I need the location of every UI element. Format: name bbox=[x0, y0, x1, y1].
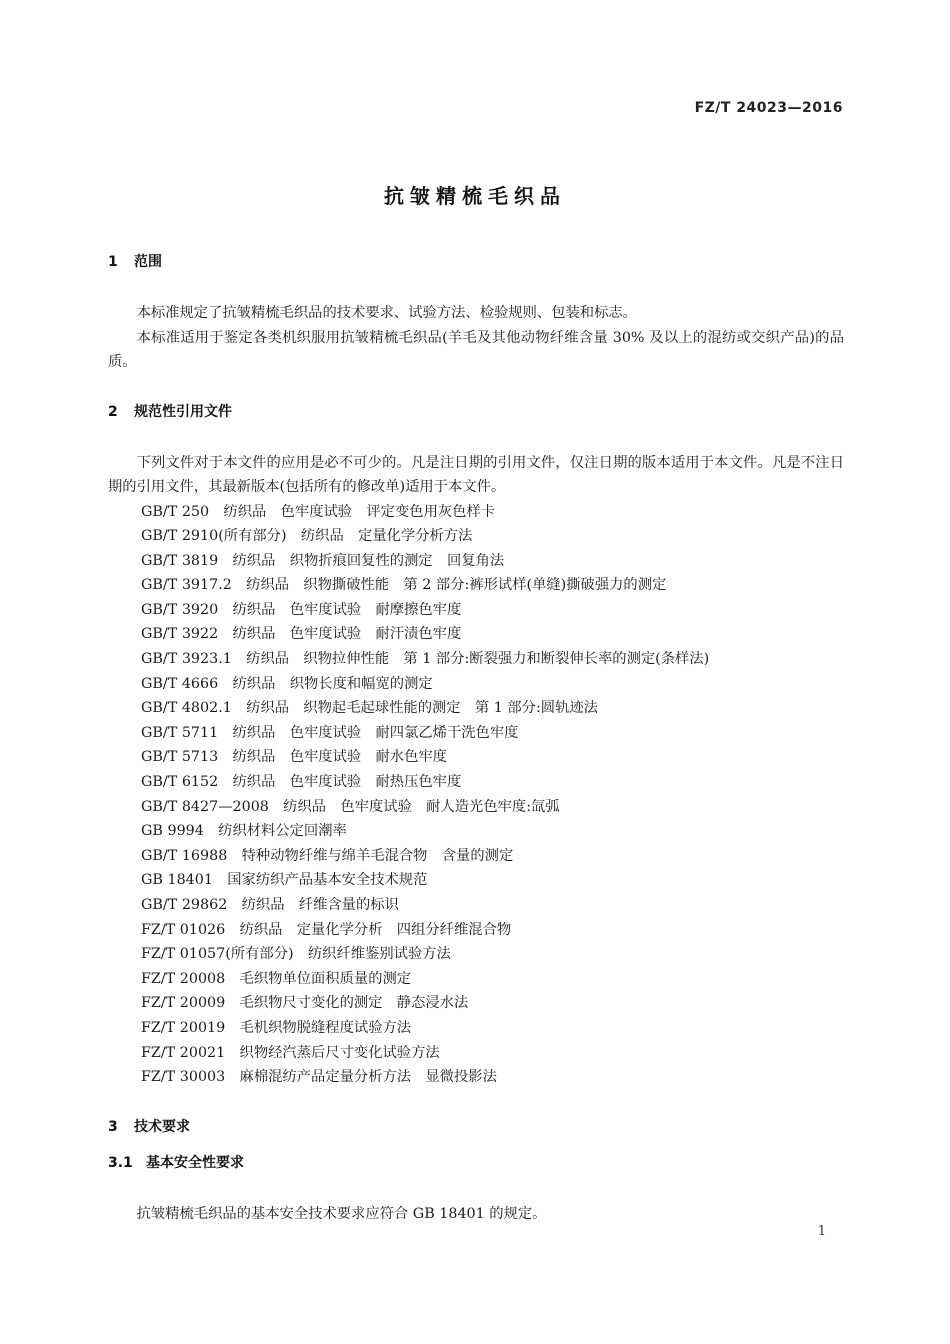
section-number: 1 bbox=[108, 254, 118, 270]
section-scope-heading bbox=[108, 251, 844, 273]
reference-item: GB/T 2910(所有部分) 纺织品 定量化学分析方法 bbox=[141, 528, 473, 545]
standard-code: FZ/T 24023—2016 bbox=[694, 100, 843, 116]
section-number: 3 bbox=[108, 1118, 118, 1135]
reference-item: GB/T 3920 纺织品 色牢度试验 耐摩擦色牢度 bbox=[141, 601, 462, 618]
reference-item: FZ/T 01057(所有部分) 纺织纤维鉴别试验方法 bbox=[141, 946, 451, 963]
reference-item: GB/T 16988 特种动物纤维与绵羊毛混合物 含量的测定 bbox=[141, 847, 514, 864]
scope-paragraph: 本标准适用于鉴定各类机织服用抗皱精梳毛织品(羊毛及其他动物纤维含量 30% 及以上的混纺或交织产品)的品质。 bbox=[108, 329, 844, 370]
references-intro: 下列文件对于本文件的应用是必不可少的。凡是注日期的引用文件，仅注日期的版本适用于本文件。凡是不注日期的引用文件，其最新版本(包括所有的修改单)适用于本文件。 bbox=[108, 454, 844, 495]
safety-requirement-paragraph: 抗皱精梳毛织品的基本安全技术要求应符合 GB 18401 的规定。 bbox=[136, 1205, 547, 1222]
reference-item: FZ/T 30003 麻棉混纺产品定量分析方法 显微投影法 bbox=[141, 1069, 497, 1086]
document-body bbox=[108, 251, 844, 1226]
scope-paragraph: 本标准规定了抗皱精梳毛织品的技术要求、试验方法、检验规则、包装和标志。 bbox=[136, 305, 637, 321]
section-title: 范围 bbox=[134, 254, 162, 270]
document-title: 抗皱精梳毛织品 bbox=[384, 184, 566, 208]
reference-item: FZ/T 20019 毛机织物脱缝程度试验方法 bbox=[141, 1019, 412, 1036]
reference-item: GB/T 29862 纺织品 纤维含量的标识 bbox=[141, 897, 399, 913]
reference-item: FZ/T 20009 毛织物尺寸变化的测定 静态浸水法 bbox=[141, 995, 469, 1012]
reference-item: GB/T 250 纺织品 色牢度试验 评定变色用灰色样卡 bbox=[141, 503, 496, 520]
subsection-safety-heading bbox=[108, 1152, 844, 1174]
subsection-title: 基本安全性要求 bbox=[146, 1154, 244, 1171]
section-technical-requirements-heading bbox=[108, 1116, 844, 1138]
reference-item: FZ/T 01026 纺织品 定量化学分析 四组分纤维混合物 bbox=[141, 921, 512, 938]
reference-item: GB/T 3922 纺织品 色牢度试验 耐汗渍色牢度 bbox=[141, 626, 462, 643]
reference-item: GB/T 3917.2 纺织品 织物撕破性能 第 2 部分:裤形试样(单缝)撕破强力的测定 bbox=[141, 577, 667, 594]
reference-item: GB/T 8427—2008 纺织品 色牢度试验 耐人造光色牢度:氙弧 bbox=[141, 798, 560, 815]
reference-item: FZ/T 20021 织物经汽蒸后尺寸变化试验方法 bbox=[141, 1044, 440, 1061]
reference-item: GB 9994 纺织材料公定回潮率 bbox=[141, 823, 347, 840]
section-title: 技术要求 bbox=[134, 1118, 190, 1135]
reference-item: FZ/T 20008 毛织物单位面积质量的测定 bbox=[141, 970, 412, 987]
page-number: 1 bbox=[817, 1224, 826, 1239]
reference-item: GB/T 5713 纺织品 色牢度试验 耐水色牢度 bbox=[141, 749, 447, 766]
reference-item: GB/T 6152 纺织品 色牢度试验 耐热压色牢度 bbox=[141, 774, 462, 791]
reference-item: GB/T 4666 纺织品 织物长度和幅宽的测定 bbox=[141, 675, 433, 692]
reference-item: GB/T 3923.1 纺织品 织物拉伸性能 第 1 部分:断裂强力和断裂伸长率的测定(条样法) bbox=[141, 651, 710, 668]
section-references-heading bbox=[108, 401, 844, 423]
reference-list bbox=[108, 500, 844, 1090]
section-title: 规范性引用文件 bbox=[134, 403, 232, 420]
reference-item: GB/T 5711 纺织品 色牢度试验 耐四氯乙烯干洗色牢度 bbox=[141, 724, 519, 741]
section-number: 2 bbox=[108, 403, 118, 420]
subsection-number: 3.1 bbox=[108, 1154, 133, 1171]
reference-item: GB/T 3819 纺织品 织物折痕回复性的测定 回复角法 bbox=[141, 552, 505, 569]
reference-item: GB 18401 国家纺织产品基本安全技术规范 bbox=[141, 872, 428, 889]
reference-item: GB/T 4802.1 纺织品 织物起毛起球性能的测定 第 1 部分:圆轨迹法 bbox=[141, 700, 598, 717]
